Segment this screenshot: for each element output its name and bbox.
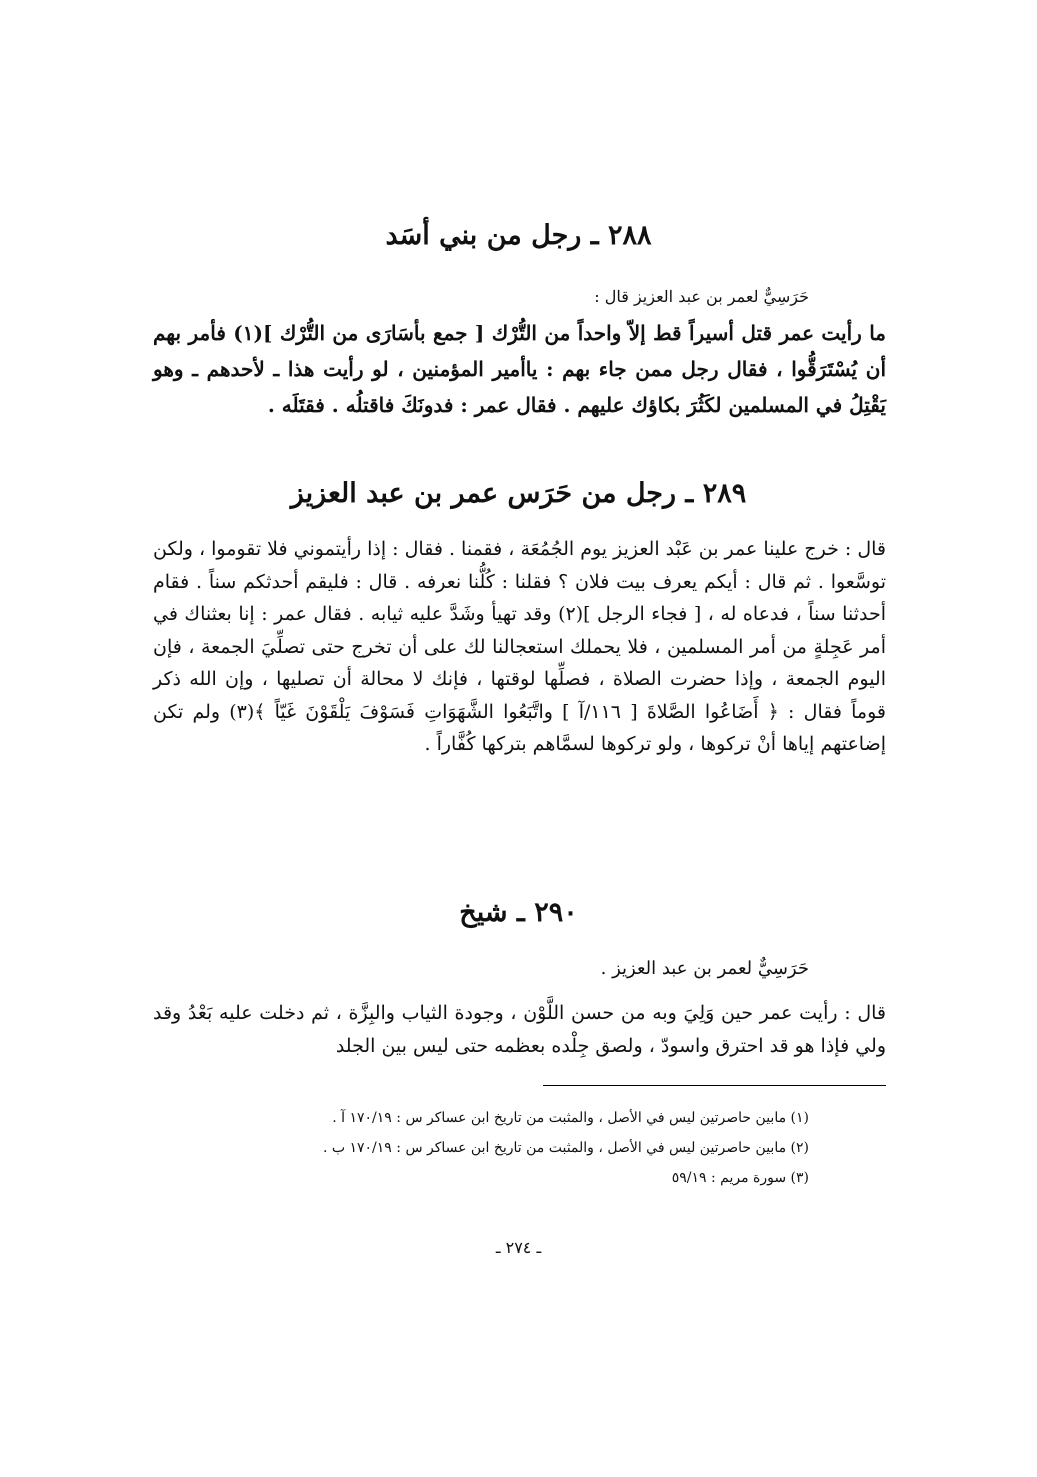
entry-body-289: قال : خرج علينا عمر بن عَبْد العزيز يوم الجُمُعَة ، فقمنا . فقال : إذا رأيتموني فلا تقوموا ، ولكن توسَّعوا . ثم قال : أيكم يعرف بيت فلان ؟ فقلنا : كُلُّنا نعرفه . قال : فليقم أحدثكم سناً . فقام أحدثنا سناً ، فدعاه له ، [ فجاء الرجل ](٢) وقد تهيأ وشَدَّ عليه ثيابه . فقال عمر : إنا بعثناك في أمر عَجِلةٍ من أمر المسلمين ، فلا يحملك استعجالنا لك على أن تخرج حتى تصلِّيَ الجمعة ، فإن اليوم الجمعة ، وإذا حضرت الصلاة ، فصلِّها لوقتها ، فإنك لا محالة أن تصليها ، وإن الله ذكر قوماً فقال : ﴿ أَضَاعُوا الصَّلاةَ [ ١١٦/آ ] واتَّبَعُوا الشَّهَوَاتِ فَسَوْفَ يَلْقَوْنَ غَيّاً ﴾(٣) ولم تكن إضاعتهم إياها أنْ تركوها ، ولو تركوها لسمَّاهم بتركها كُفَّاراً . <box>153 538 886 755</box>
footnotes <box>249 1103 809 1193</box>
entry-heading-288: ٢٨٨ ـ رجل من بني أسَد <box>385 220 652 251</box>
entry-body-288: ما رأيت عمر قتل أسيراً قط إلاّ واحداً من التُّرْك [ جمع بأسَارَى من التُّرْك ](١) فأمر بهم أن يُسْتَرَقُّوا ، فقال رجل ممن جاء بهم : ياأمير المؤمنين ، لو رأيت هذا ـ لأحدهم ـ وهو يَقْتِلُ في المسلمين لكَثُرَ بكاؤك عليهم . فقال عمر : فدونَكَ فاقتلُه . فقتَلَه . <box>153 321 887 417</box>
page-number: ـ ٢٧٤ ـ <box>495 1238 542 1257</box>
footnote-3: (٣) سورة مريم : ٥٩/١٩ <box>671 1170 809 1186</box>
entry-intro-290: حَرَسِيٌّ لعمر بن عبد العزيز . <box>600 958 809 979</box>
entry-heading-290: ٢٩٠ ـ شيخ <box>459 897 578 928</box>
footnote-separator <box>543 1085 886 1086</box>
entry-intro-288: حَرَسِيٌّ لعمر بن عبد العزيز قال : <box>594 287 809 306</box>
footnote-2: (٢) مابين حاصرتين ليس في الأصل ، والمثبت من تاريخ ابن عساكر س : ١٧٠/١٩ ب . <box>322 1140 809 1156</box>
entry-heading-289: ٢٨٩ ـ رجل من حَرَس عمر بن عبد العزيز <box>290 478 747 509</box>
footnote-1: (١) مابين حاصرتين ليس في الأصل ، والمثبت من تاريخ ابن عساكر س : ١٧٠/١٩ آ . <box>332 1110 809 1126</box>
entry-body-290: قال : رأيت عمر حين وَلِيَ وبه من حسن اللَّوْن ، وجودة الثياب والبِزَّة ، ثم دخلت عليه بَعْدُ وقد ولي فإذا هو قد احترق واسودّ ، ولصق جِلْده بعظمه حتى ليس بين الجلد <box>153 1002 886 1057</box>
